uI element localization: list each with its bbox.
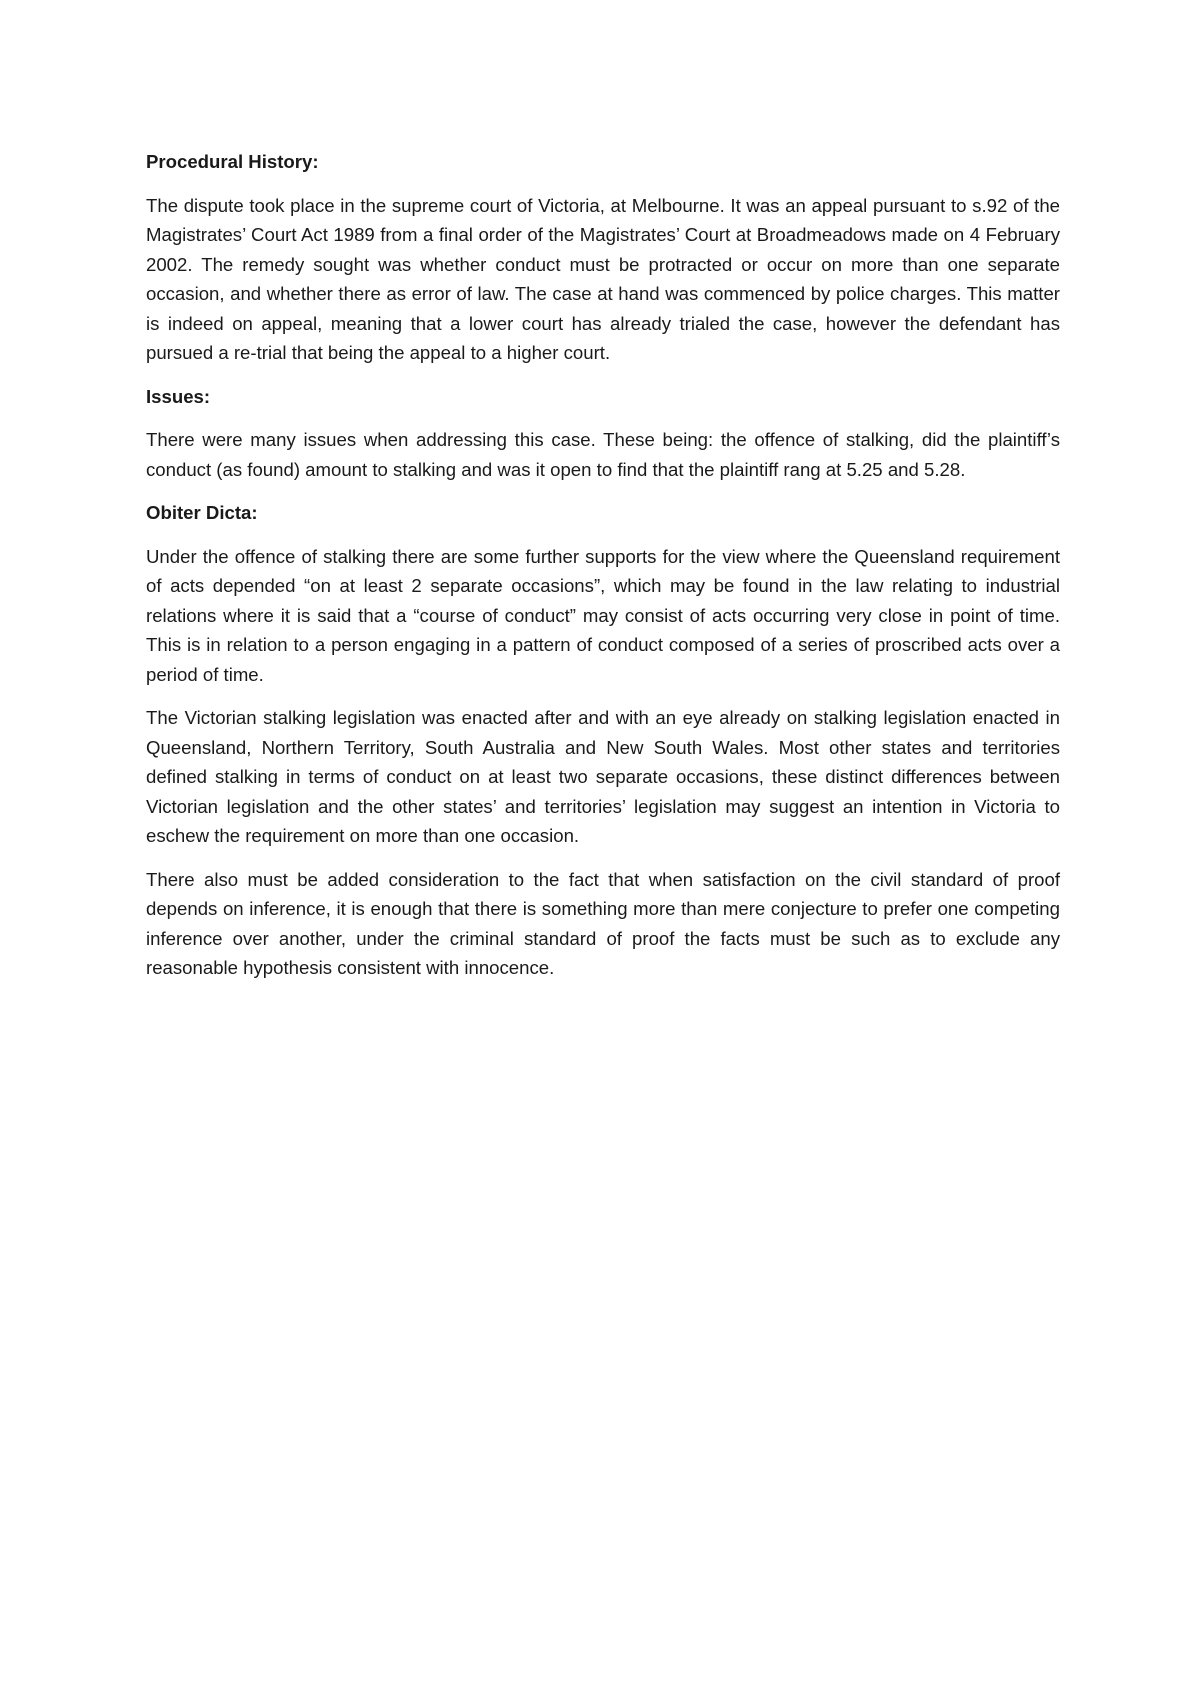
paragraph: There also must be added consideration to the fact that when satisfaction on the civil standard of proof depends on inference, it is enough that there is something more than mere conjecture to prefer one competing inference over another, under the criminal standard of proof the facts must be such as to exclude any reasonable hypothesis consistent with innocence. [146, 868, 1060, 978]
document-body [146, 147, 1060, 997]
paragraph: There were many issues when addressing this case. These being: the offence of stalking, did the plaintiff’s conduct (as found) amount to stalking and was it open to find that the plaintiff rang at 5.25 and 5.28. [146, 429, 1060, 480]
section-heading: Issues: [146, 385, 211, 407]
section-issues [146, 382, 1060, 485]
paragraph: The dispute took place in the supreme court of Victoria, at Melbourne. It was an appeal pursuant to s.92 of the Magistrates’ Court Act 1989 from a final order of the Magistrates’ Court at Broadmeadows made on 4 February 2002. The remedy sought was whether conduct must be protracted or occur on more than one separate occasion, and whether there as error of law. The case at hand was commenced by police charges. This matter is indeed on appeal, meaning that a lower court has already trialed the case, however the defendant has pursued a re-trial that being the appeal to a higher court. [146, 194, 1060, 363]
paragraph: Under the offence of stalking there are some further supports for the view where the Queensland requirement of acts depended “on at least 2 separate occasions”, which may be found in the law relating to industrial relations where it is said that a “course of conduct” may consist of acts occurring very close in point of time. This is in relation to a person engaging in a pattern of conduct composed of a series of proscribed acts over a period of time. [146, 545, 1060, 685]
paragraph: The Victorian stalking legislation was enacted after and with an eye already on stalking legislation enacted in Queensland, Northern Territory, South Australia and New South Wales. Most other states and territories defined stalking in terms of conduct on at least two separate occasions, these distinct differences between Victorian legislation and the other states’ and territories’ legislation may suggest an intention in Victoria to eschew the requirement on more than one occasion. [146, 707, 1060, 846]
section-heading: Procedural History: [146, 151, 319, 172]
section-obiter-dicta [146, 498, 1060, 983]
section-heading: Obiter Dicta: [146, 502, 258, 523]
section-procedural-history [146, 147, 1060, 368]
